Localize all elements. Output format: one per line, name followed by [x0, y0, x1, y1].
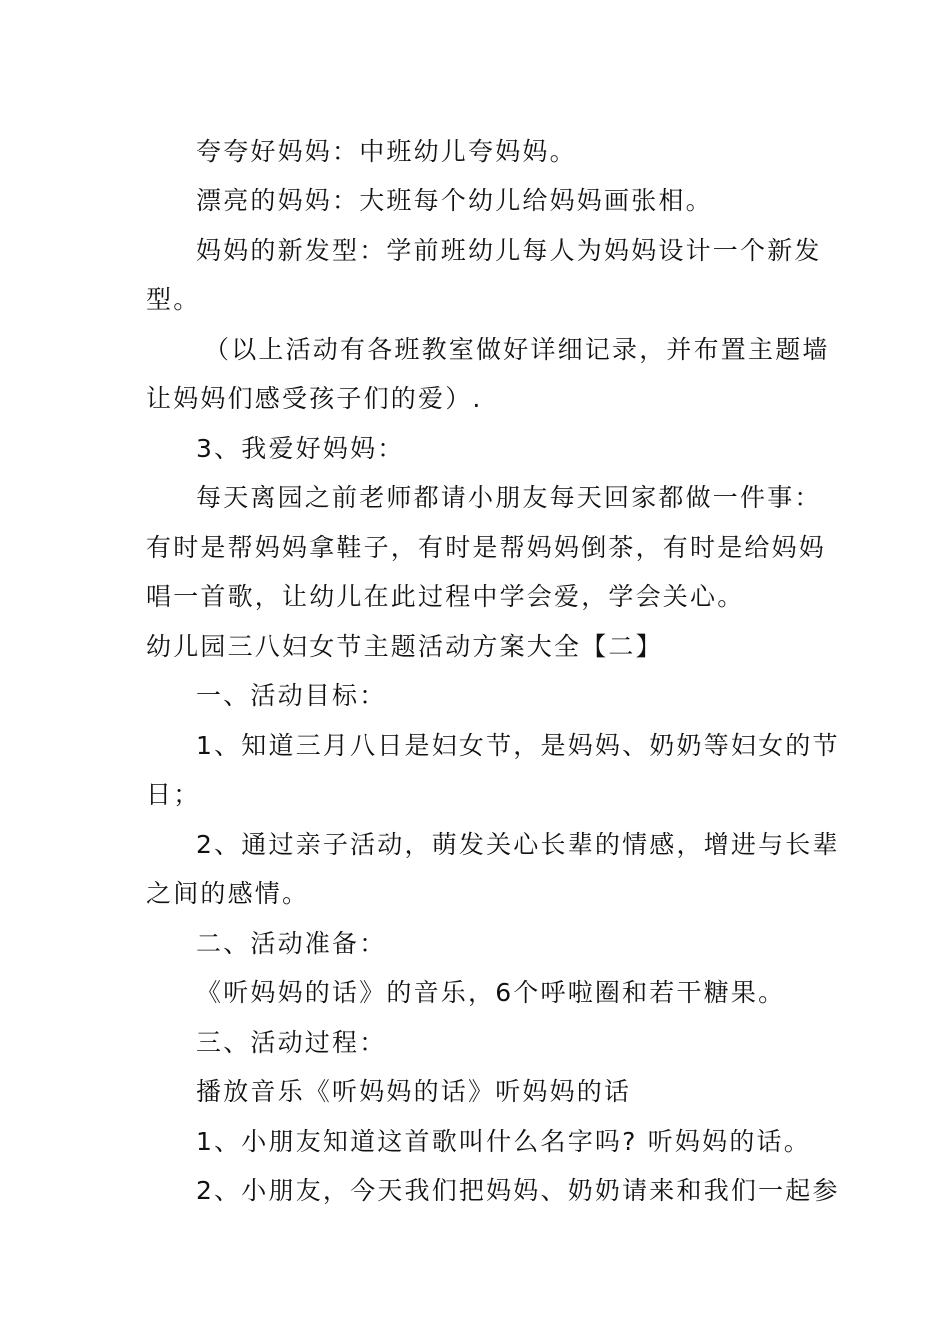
paragraph-line: 让妈妈们感受孩子们的爱）. — [146, 384, 483, 413]
paragraph-line: 日； — [146, 780, 201, 809]
paragraph-line: 夸夸好妈妈：中班幼儿夸妈妈。 — [196, 137, 577, 166]
paragraph-line: 《听妈妈的话》的音乐，6个呼啦圈和若干糖果。 — [196, 978, 786, 1007]
paragraph-line: 漂亮的妈妈：大班每个幼儿给妈妈画张相。 — [196, 186, 713, 215]
paragraph-line: 妈妈的新发型：学前班幼儿每人为妈妈设计一个新发 — [196, 236, 822, 265]
paragraph-line: 之间的感情。 — [146, 879, 310, 908]
paragraph-line: 唱一首歌，让幼儿在此过程中学会爱，学会关心。 — [146, 582, 745, 611]
paragraph-line: 2、通过亲子活动，萌发关心长辈的情感，增进与长辈 — [196, 830, 840, 859]
paragraph-line: （以上活动有各班教室做好详细记录，并布置主题墙 — [204, 335, 830, 364]
paragraph-line: 型。 — [146, 285, 201, 314]
paragraph-line: 每天离园之前老师都请小朋友每天回家都做一件事： — [196, 483, 822, 512]
paragraph-line: 1、小朋友知道这首歌叫什么名字吗? 听妈妈的话。 — [196, 1127, 811, 1156]
section-heading: 二、活动准备： — [196, 929, 387, 958]
section-heading: 3、我爱好妈妈： — [196, 434, 405, 463]
paragraph-line: 有时是帮妈妈拿鞋子，有时是帮妈妈倒茶，有时是给妈妈 — [146, 533, 827, 562]
paragraph-line: 2、小朋友，今天我们把妈妈、奶奶请来和我们一起参 — [196, 1176, 840, 1205]
section-heading: 三、活动过程： — [196, 1028, 387, 1057]
document-title: 幼儿园三八妇女节主题活动方案大全【二】 — [146, 632, 663, 661]
paragraph-line: 1、知道三月八日是妇女节，是妈妈、奶奶等妇女的节 — [196, 731, 840, 760]
paragraph-line: 播放音乐《听妈妈的话》听妈妈的话 — [196, 1077, 632, 1106]
section-heading: 一、活动目标： — [196, 681, 387, 710]
